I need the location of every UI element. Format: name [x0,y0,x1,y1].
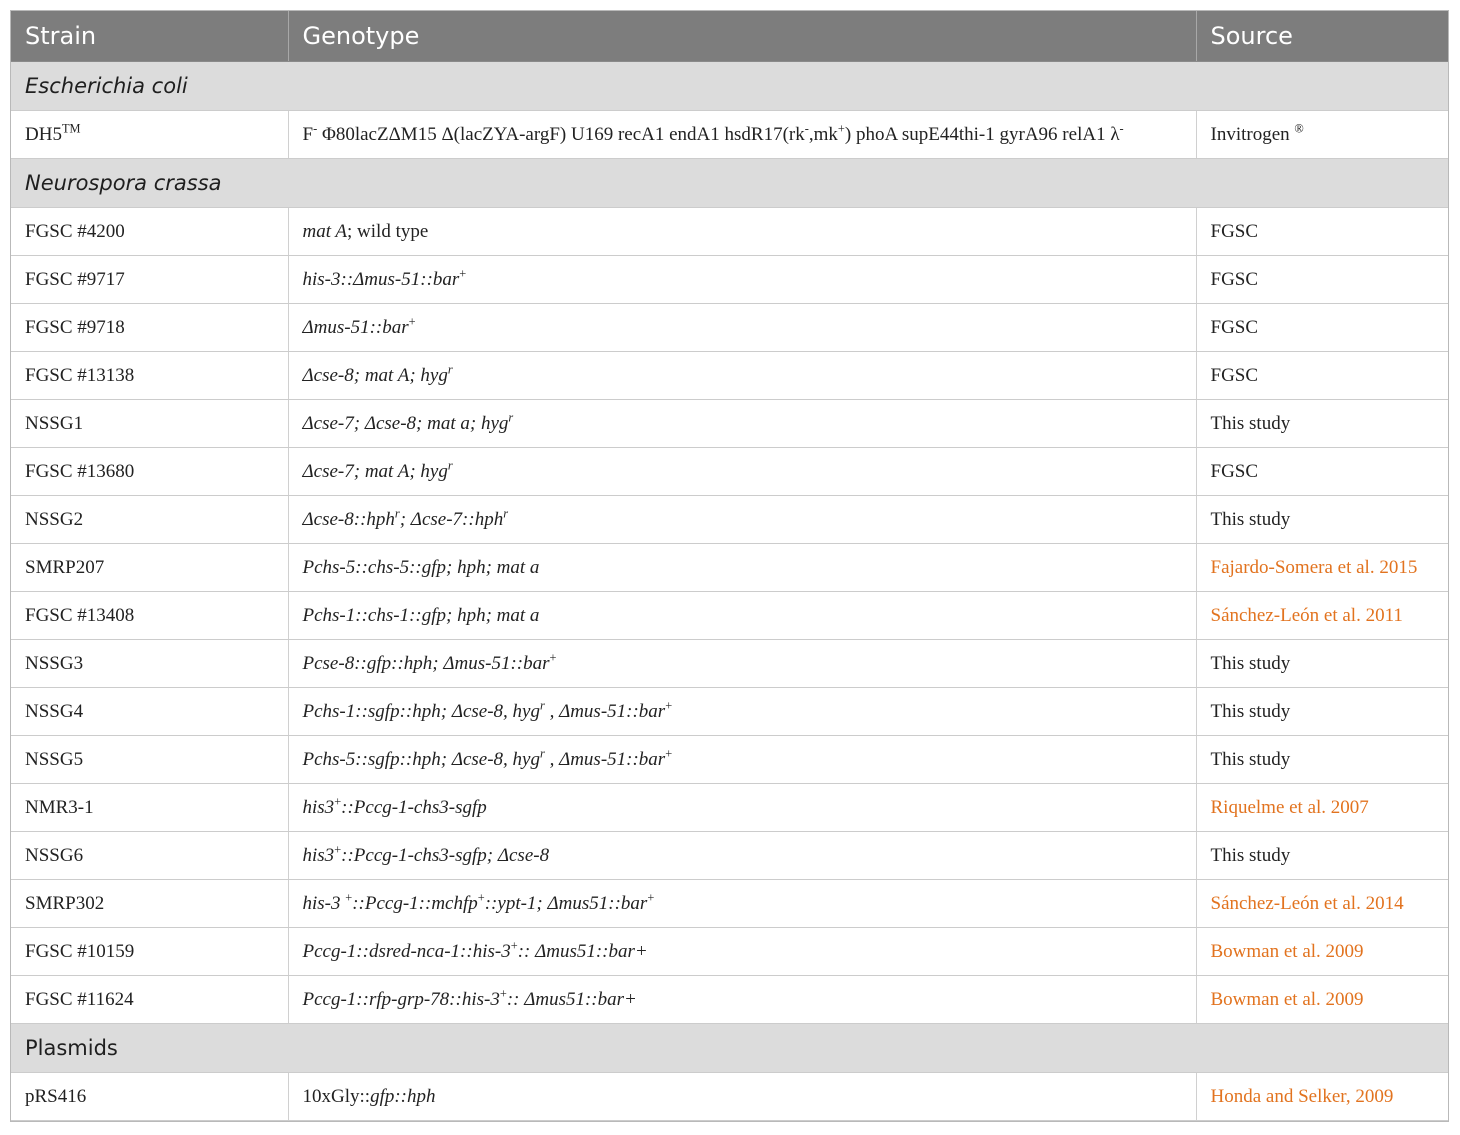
strains-table [11,11,1448,1121]
strain-cell: FGSC #11624 [11,976,288,1024]
strains-table-container [10,10,1449,1122]
table-row [11,976,1448,1024]
strain-cell: SMRP207 [11,544,288,592]
table-row [11,784,1448,832]
strain-cell: NSSG3 [11,640,288,688]
section-label: Plasmids [11,1024,1448,1073]
genotype-cell: Δcse-7; Δcse-8; mat a; hyg$^r$ [288,400,1196,448]
table-row [11,208,1448,256]
header-source: Source [1196,11,1448,62]
source-link[interactable]: Sánchez-León et al. 2011 [1196,592,1448,640]
strain-cell: NMR3-1 [11,784,288,832]
section-row-ecoli [11,62,1448,111]
strain-cell: NSSG1 [11,400,288,448]
source-link[interactable]: Honda and Selker, 2009 [1196,1073,1448,1121]
strain-cell: NSSG5 [11,736,288,784]
source-link[interactable]: Fajardo-Somera et al. 2015 [1196,544,1448,592]
table-row [11,928,1448,976]
table-row [11,256,1448,304]
table-row [11,592,1448,640]
strain-cell: NSSG6 [11,832,288,880]
table-row [11,544,1448,592]
table-row [11,400,1448,448]
strain-cell: FGSC #9717 [11,256,288,304]
table-row [11,832,1448,880]
header-row [11,11,1448,62]
genotype-cell: Pcse-8::gfp::hph; Δmus-51::bar+ [288,640,1196,688]
genotype-cell: F- Φ80lacZΔM15 Δ(lacZYA-argF) U169 recA1 endA1 hsdR17(rk-,mk+) phoA supE44thi-1 gyrA96 relA1 λ- [288,111,1196,159]
source-cell: FGSC [1196,208,1448,256]
strain-cell: FGSC #4200 [11,208,288,256]
genotype-cell: Δcse-8; mat A; hyg$^r$ [288,352,1196,400]
source-cell: FGSC [1196,256,1448,304]
genotype-cell: Pchs-1::chs-1::gfp; hph; mat a [288,592,1196,640]
genotype-cell: Δmus-51::bar+ [288,304,1196,352]
table-row [11,1073,1448,1121]
strain-cell: FGSC #13680 [11,448,288,496]
table-row [11,352,1448,400]
strain-cell: pRS416 [11,1073,288,1121]
table-row [11,640,1448,688]
strain-cell: NSSG4 [11,688,288,736]
genotype-cell: his3+::Pccg-1-chs3-sgfp [288,784,1196,832]
source-link[interactable]: Bowman et al. 2009 [1196,976,1448,1024]
genotype-cell: his3+::Pccg-1-chs3-sgfp; Δcse-8 [288,832,1196,880]
source-cell: FGSC [1196,304,1448,352]
source-cell: This study [1196,496,1448,544]
table-row [11,688,1448,736]
source-link[interactable]: Sánchez-León et al. 2014 [1196,880,1448,928]
genotype-cell: his-3 +::Pccg-1::mchfp+::ypt-1; Δmus51::bar+ [288,880,1196,928]
table-row [11,304,1448,352]
source-cell: This study [1196,832,1448,880]
section-row-plasmids [11,1024,1448,1073]
header-strain: Strain [11,11,288,62]
genotype-cell: Δcse-7; mat A; hyg$^r$ [288,448,1196,496]
table-row [11,496,1448,544]
section-label: Escherichia coli [11,62,1448,111]
strain-cell: FGSC #13138 [11,352,288,400]
strain-cell: DH5™ [11,111,288,159]
genotype-cell: Pchs-5::chs-5::gfp; hph; mat a [288,544,1196,592]
genotype-cell: Pchs-1::sgfp::hph; Δcse-8, hyg$^r$ , Δmus-51::bar+ [288,688,1196,736]
header-genotype: Genotype [288,11,1196,62]
table-row [11,880,1448,928]
genotype-cell: Pchs-5::sgfp::hph; Δcse-8, hyg$^r$ , Δmus-51::bar+ [288,736,1196,784]
source-cell: This study [1196,400,1448,448]
genotype-cell: his-3::Δmus-51::bar+ [288,256,1196,304]
strain-cell: FGSC #10159 [11,928,288,976]
genotype-cell: mat A; wild type [288,208,1196,256]
source-cell: Invitrogen ® [1196,111,1448,159]
table-row [11,111,1448,159]
genotype-cell: Pccg-1::rfp-grp-78::his-3+:: Δmus51::bar+ [288,976,1196,1024]
strain-cell: NSSG2 [11,496,288,544]
source-cell: This study [1196,736,1448,784]
genotype-cell: Pccg-1::dsred-nca-1::his-3+:: Δmus51::bar+ [288,928,1196,976]
genotype-cell: Δcse-8::hph$^r$; Δcse-7::hph$^r$ [288,496,1196,544]
strain-cell: FGSC #13408 [11,592,288,640]
source-cell: This study [1196,640,1448,688]
source-link[interactable]: Bowman et al. 2009 [1196,928,1448,976]
genotype-cell: 10xGly::gfp::hph [288,1073,1196,1121]
table-row [11,448,1448,496]
source-link[interactable]: Riquelme et al. 2007 [1196,784,1448,832]
source-cell: This study [1196,688,1448,736]
section-row-neurospora [11,159,1448,208]
source-cell: FGSC [1196,448,1448,496]
table-row [11,736,1448,784]
strain-cell: FGSC #9718 [11,304,288,352]
strain-cell: SMRP302 [11,880,288,928]
source-cell: FGSC [1196,352,1448,400]
section-label: Neurospora crassa [11,159,1448,208]
